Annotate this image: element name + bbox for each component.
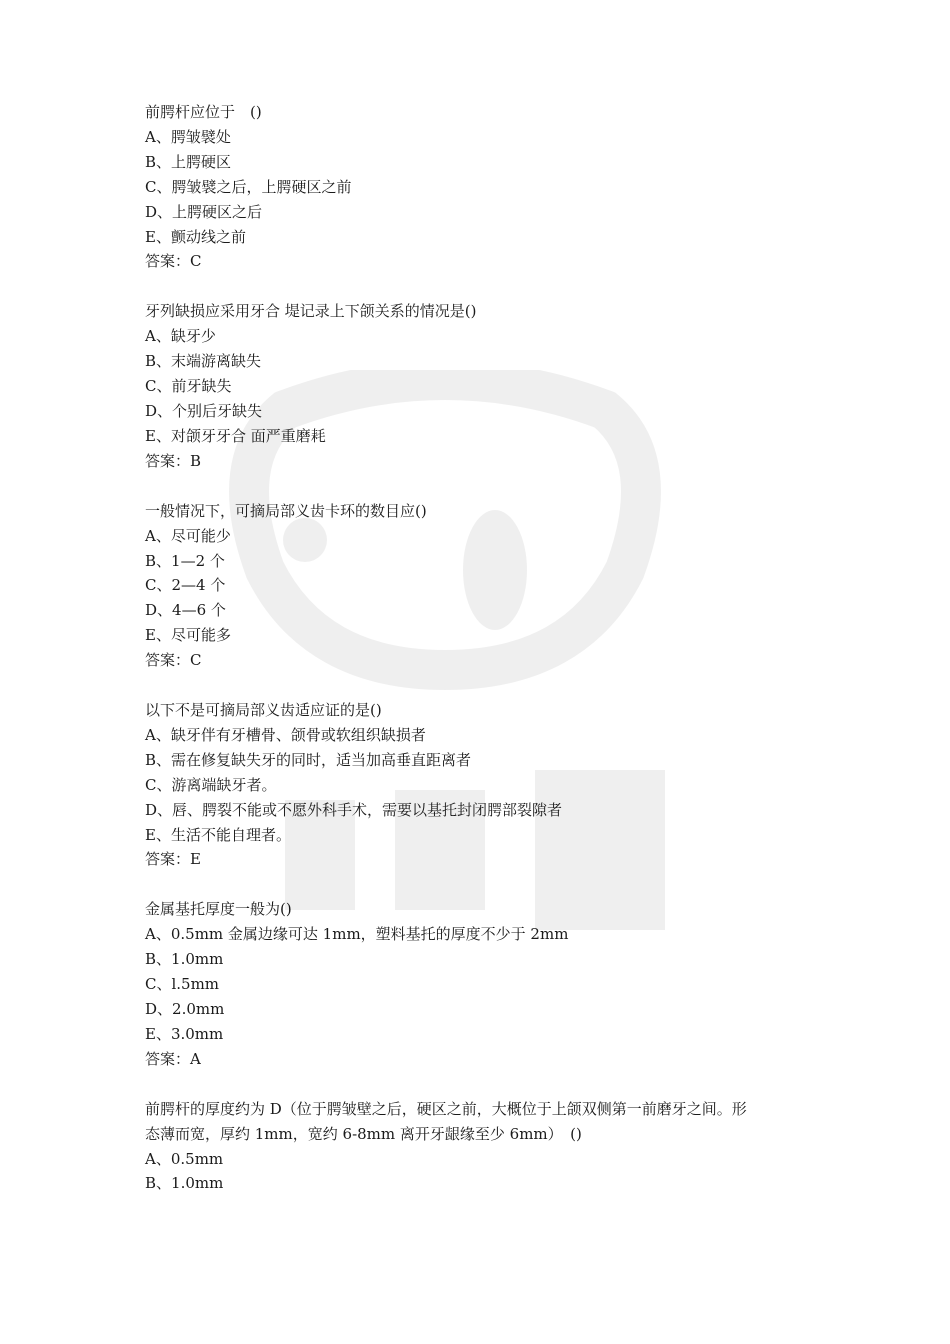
option-b: B、末端游离缺失: [145, 352, 262, 371]
option-a: A、缺牙少: [145, 327, 216, 346]
option-d: D、唇、腭裂不能或不愿外科手术，需要以基托封闭腭部裂隙者: [145, 800, 563, 819]
option-b: B、需在修复缺失牙的同时，适当加高垂直距离者: [145, 750, 472, 769]
question-stem: 金属基托厚度一般为(): [145, 900, 292, 919]
question-2: [145, 299, 825, 473]
option-d: D、4—6 个: [145, 601, 226, 620]
option-a: A、腭皱襞处: [145, 127, 231, 146]
option-e: E、尽可能多: [145, 626, 231, 645]
option-c: C、游离端缺牙者。: [145, 775, 277, 794]
option-a: A、缺牙伴有牙槽骨、颌骨或软组织缺损者: [145, 725, 426, 744]
question-stem: 前腭杆应位于 (): [145, 103, 262, 121]
option-e: E、对颌牙牙合 面严重磨耗: [145, 426, 326, 445]
answer: 答案：B: [145, 451, 202, 470]
answer: 答案：A: [145, 1049, 201, 1068]
question-stem: 牙列缺损应采用牙合 堤记录上下颌关系的情况是(): [145, 302, 477, 321]
option-c: C、腭皱襞之后，上腭硬区之前: [145, 177, 352, 196]
question-6: [145, 1097, 825, 1197]
question-stem: 一般情况下，可摘局部义齿卡环的数目应(): [145, 501, 427, 520]
option-d: D、2.0mm: [145, 1000, 225, 1018]
option-c: C、前牙缺失: [145, 377, 232, 396]
question-stem-line-2: 态薄而宽，厚约 1mm，宽约 6-8mm 离开牙龈缘至少 6mm） (): [145, 1124, 582, 1143]
option-a: A、0.5mm: [145, 1149, 224, 1168]
option-e: E、颤动线之前: [145, 227, 246, 246]
answer: 答案：C: [145, 651, 202, 670]
option-d: D、上腭硬区之后: [145, 202, 263, 221]
option-a: A、0.5mm 金属边缘可达 1mm，塑料基托的厚度不少于 2mm: [145, 925, 569, 944]
option-a: A、尽可能少: [145, 526, 231, 545]
answer: 答案：E: [145, 850, 201, 869]
option-b: B、1.0mm: [145, 1174, 224, 1193]
option-d: D、个别后牙缺失: [145, 401, 263, 420]
option-e: E、生活不能自理者。: [145, 825, 291, 844]
question-5: [145, 897, 825, 1071]
answer: 答案：C: [145, 252, 202, 271]
document-body: [145, 100, 825, 1221]
question-1: [145, 100, 825, 274]
option-b: B、上腭硬区: [145, 152, 232, 171]
question-stem: 以下不是可摘局部义齿适应证的是(): [145, 701, 382, 720]
option-b: B、1.0mm: [145, 950, 224, 969]
question-3: [145, 499, 825, 673]
question-stem-line-1: 前腭杆的厚度约为 D（位于腭皱壁之后，硬区之前，大概位于上颌双侧第一前磨牙之间。形: [145, 1099, 747, 1118]
option-c: C、2—4 个: [145, 576, 226, 595]
question-4: [145, 698, 825, 872]
option-e: E、3.0mm: [145, 1024, 224, 1043]
option-b: B、1—2 个: [145, 551, 225, 570]
option-c: C、l.5mm: [145, 975, 220, 994]
